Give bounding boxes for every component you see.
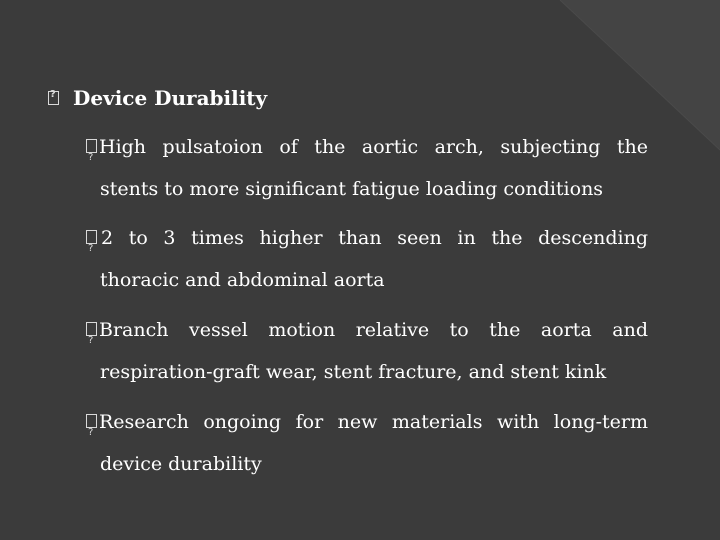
list-item (86, 309, 648, 393)
item-text-line-1: Branch vessel motion relative to the aorta and (99, 319, 648, 341)
heading-text: Device Durability (73, 86, 268, 110)
box-bullet-icon (86, 414, 97, 428)
list-item (86, 217, 648, 301)
list-item-line-1 (86, 126, 648, 168)
list-item-line-1 (86, 217, 648, 259)
box-bullet-icon (48, 91, 59, 105)
list-item-line-1 (86, 309, 648, 351)
list-item (86, 126, 648, 210)
item-text-line-2: stents to more significant fatigue loading conditions (100, 178, 604, 200)
item-text-line-2: respiration-graft wear, stent fracture, and stent kink (100, 361, 607, 383)
list-item (86, 401, 648, 485)
slide-heading (48, 86, 267, 110)
list-item-line-1 (86, 401, 648, 443)
item-text-line-2: device durability (100, 453, 262, 475)
box-bullet-icon (86, 139, 97, 153)
item-text-line-1: High pulsatoion of the aortic arch, subjecting the (99, 136, 648, 158)
item-text-line-1: 2 to 3 times higher than seen in the descending (101, 227, 648, 249)
box-bullet-icon (86, 322, 97, 336)
box-bullet-icon (86, 230, 97, 244)
item-text-line-1: Research ongoing for new materials with long-term (99, 411, 648, 433)
item-text-line-2: thoracic and abdominal aorta (100, 269, 385, 291)
